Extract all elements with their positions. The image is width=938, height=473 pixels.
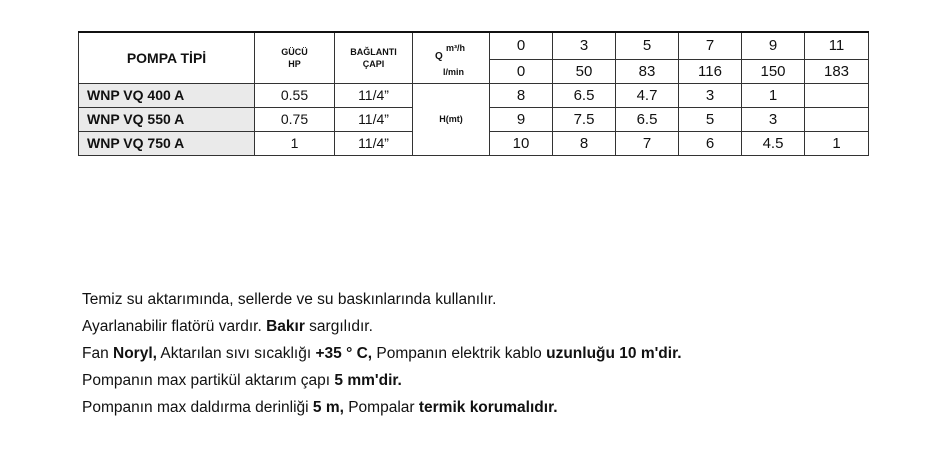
note-text: Pompalar <box>343 399 419 416</box>
note-text: Temiz su aktarımında, sellerde ve su baskınlarında kullanılır. <box>82 291 497 308</box>
table-row <box>79 83 869 107</box>
note-text: Pompanın elektrik kablo <box>372 345 547 362</box>
connection-header-line1: BAĞLANTI <box>350 46 397 57</box>
model-name: WNP VQ 550 A <box>79 107 255 131</box>
head-value: 6.5 <box>616 107 679 131</box>
connection-header <box>335 32 413 83</box>
flow-lmin-cell: 0 <box>490 59 553 83</box>
head-value: 5 <box>679 107 742 131</box>
flow-lmin-cell: 83 <box>616 59 679 83</box>
head-value: 1 <box>805 131 869 155</box>
note-emphasis: uzunluğu 10 m'dir. <box>546 345 682 362</box>
head-value: 6.5 <box>553 83 616 107</box>
power-value: 0.55 <box>255 83 335 107</box>
note-line <box>82 313 902 340</box>
head-value: 8 <box>490 83 553 107</box>
flow-unit-m3h: m³/h <box>446 43 465 53</box>
flow-m3h-cell: 5 <box>616 32 679 59</box>
pump-spec-table <box>78 31 869 156</box>
flow-lmin-cell: 150 <box>742 59 805 83</box>
note-text: Ayarlanabilir flatörü vardır. <box>82 318 267 335</box>
head-value: 10 <box>490 131 553 155</box>
head-value: 7.5 <box>553 107 616 131</box>
note-text: Aktarılan sıvı sıcaklığı <box>156 345 316 362</box>
power-value: 0.75 <box>255 107 335 131</box>
note-text: Pompanın max partikül aktarım çapı <box>82 372 335 389</box>
note-emphasis: termik korumalıdır. <box>418 399 558 416</box>
head-value: 4.5 <box>742 131 805 155</box>
flow-lmin-cell: 116 <box>679 59 742 83</box>
note-line <box>82 394 902 421</box>
product-notes <box>82 286 902 421</box>
head-value: 7 <box>616 131 679 155</box>
power-value: 1 <box>255 131 335 155</box>
flow-q-label: Q <box>435 51 443 62</box>
head-value <box>805 83 869 107</box>
model-name: WNP VQ 750 A <box>79 131 255 155</box>
power-header-line1: GÜCÜ <box>281 46 308 57</box>
note-text: Pompanın max daldırma derinliği <box>82 399 313 416</box>
head-value: 9 <box>490 107 553 131</box>
flow-m3h-cell: 11 <box>805 32 869 59</box>
connection-header-line2: ÇAPI <box>362 58 385 69</box>
head-value: 3 <box>742 107 805 131</box>
note-line <box>82 367 902 394</box>
note-emphasis: 5 mm'dir. <box>334 372 402 389</box>
connection-value: 11/4” <box>335 107 413 131</box>
note-emphasis: +35 ° C, <box>315 345 373 362</box>
head-value <box>805 107 869 131</box>
note-text: sargılıdır. <box>304 318 373 335</box>
connection-value: 11/4” <box>335 83 413 107</box>
flow-m3h-cell: 3 <box>553 32 616 59</box>
flow-m3h-cell: 7 <box>679 32 742 59</box>
model-name: WNP VQ 400 A <box>79 83 255 107</box>
flow-lmin-cell: 50 <box>553 59 616 83</box>
flow-unit-lmin: l/min <box>443 67 465 77</box>
head-value: 1 <box>742 83 805 107</box>
note-line <box>82 286 902 313</box>
note-text: Fan <box>82 345 114 362</box>
flow-header <box>413 32 490 83</box>
note-emphasis: Noryl, <box>113 345 157 362</box>
head-value: 6 <box>679 131 742 155</box>
power-header <box>255 32 335 83</box>
head-value: 3 <box>679 83 742 107</box>
connection-value: 11/4” <box>335 131 413 155</box>
head-value: 8 <box>553 131 616 155</box>
flow-lmin-cell: 183 <box>805 59 869 83</box>
table-header-row-1 <box>79 32 869 59</box>
flow-m3h-cell: 0 <box>490 32 553 59</box>
head-value: 4.7 <box>616 83 679 107</box>
note-emphasis: 5 m, <box>312 399 344 416</box>
note-line <box>82 340 902 367</box>
power-header-line2: HP <box>288 58 301 69</box>
pump-type-header: POMPA TİPİ <box>79 32 255 83</box>
flow-m3h-cell: 9 <box>742 32 805 59</box>
note-emphasis: Bakır <box>266 318 305 335</box>
head-label: H(mt) <box>413 83 490 155</box>
